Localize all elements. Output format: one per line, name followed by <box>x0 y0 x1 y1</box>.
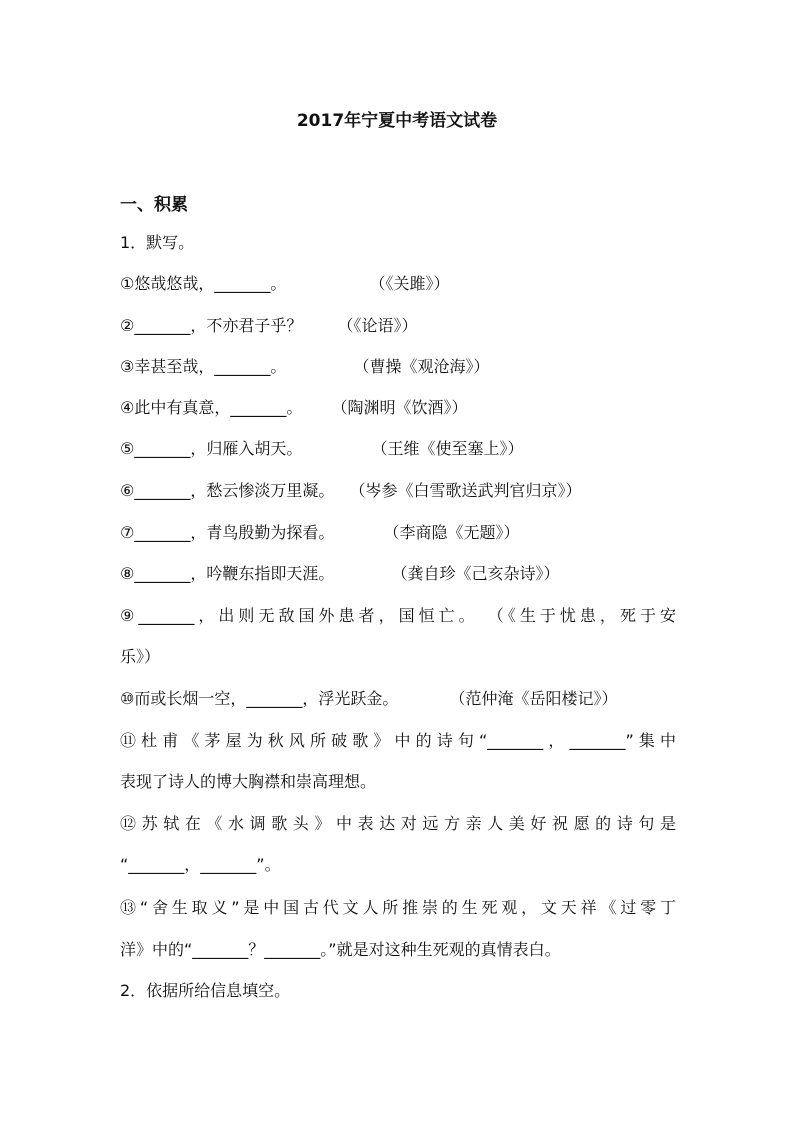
item-1-text: ①悠哉悠哉，_______。 <box>120 274 287 293</box>
item-8-source: （龚自珍《己亥杂诗》） <box>391 564 560 583</box>
item-2-source: （《论语》） <box>337 316 418 335</box>
item-7-text: ⑦_______，青鸟殷勤为探看。 <box>120 523 335 542</box>
item-1 <box>120 273 676 295</box>
item-9-line-1: ⑨_______，出则无敌国外患者，国恒亡。 （《生于忧患，死于安 <box>120 606 676 625</box>
item-1-source: （《关雎》） <box>369 274 450 293</box>
item-2-text: ②_______，不亦君子乎？ <box>120 316 303 335</box>
item-7-source: （李商隐《无题》） <box>383 523 520 542</box>
item-13-line-1: ⑬“舍生取义”是中国古代文人所推崇的生死观，文天祥《过零丁 <box>120 898 676 917</box>
item-4-text: ④此中有真意，_______。 <box>120 398 303 417</box>
item-6-text: ⑥_______，愁云惨淡万里凝。 <box>120 481 335 500</box>
item-12-line-2: “_______，_______”。 <box>120 855 281 874</box>
item-2 <box>120 315 676 337</box>
item-5 <box>120 438 676 460</box>
item-10-text: ⑩而或长烟一空，_______，浮光跃金。 <box>120 689 399 708</box>
section-heading: 一、积累 <box>120 195 188 215</box>
item-3-source: （曹操《观沧海》） <box>353 357 490 376</box>
item-5-text: ⑤_______，归雁入胡天。 <box>120 439 303 458</box>
item-3 <box>120 356 676 378</box>
item-7 <box>120 522 676 544</box>
item-4 <box>120 397 676 419</box>
item-13-line-2: 洋》中的“_______？_______。”就是对这种生死观的真情表白。 <box>120 940 561 959</box>
question-2-label: 2．依据所给信息填空。 <box>120 981 291 1000</box>
item-6-source: （岑参《白雪歌送武判官归京》） <box>349 481 582 500</box>
item-4-source: （陶渊明《饮酒》） <box>331 398 468 417</box>
question-1-label: 1．默写。 <box>120 233 195 252</box>
page-title: 2017年宁夏中考语文试卷 <box>296 111 498 131</box>
item-10-source: （范仲淹《岳阳楼记》） <box>449 689 618 708</box>
item-3-text: ③幸甚至哉，_______。 <box>120 357 287 376</box>
item-8 <box>120 563 676 585</box>
item-6 <box>120 480 676 502</box>
item-8-text: ⑧_______，吟鞭东指即天涯。 <box>120 564 335 583</box>
item-9-line-2: 乐》） <box>120 647 161 666</box>
item-10 <box>120 688 676 710</box>
item-11-line-1: ⑪杜甫《茅屋为秋风所破歌》中的诗句“_______，_______”集中 <box>120 731 676 750</box>
item-12-line-1: ⑫苏轼在《水调歌头》中表达对远方亲人美好祝愿的诗句是 <box>120 814 676 833</box>
item-5-source: （王维《使至塞上》） <box>371 439 524 458</box>
item-11-line-2: 表现了诗人的博大胸襟和崇高理想。 <box>120 772 377 791</box>
